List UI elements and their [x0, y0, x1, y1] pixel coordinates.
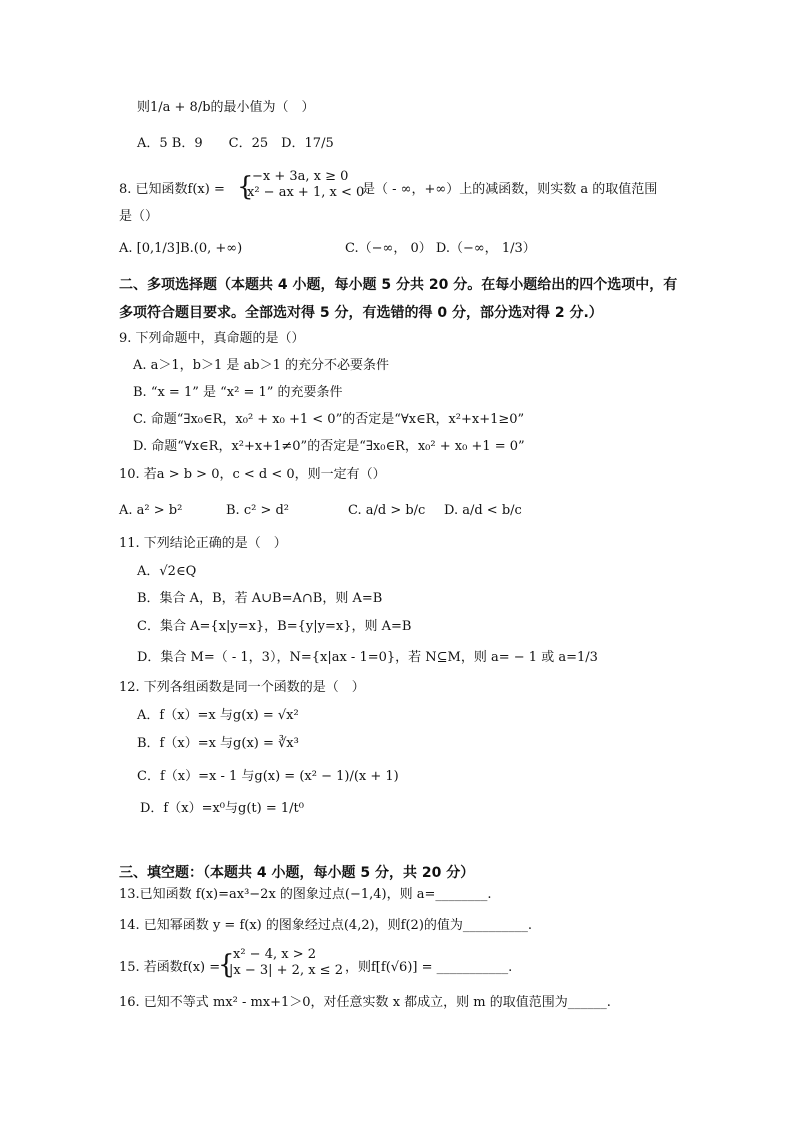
- q14: 14. 已知幂函数 y = f(x) 的图象经过点(4,2)，则f(2)的值为__________.: [119, 918, 533, 933]
- q10-option-b: B. c² > d²: [226, 503, 290, 518]
- q8-brace: {: [237, 172, 254, 202]
- q9-option-c: C. 命题“∃x₀∈R，x₀² + x₀ +1 < 0”的否定是“∀x∈R，x²+x+1≥0”: [133, 412, 525, 427]
- q10-option-c: C. a/d > b/c: [348, 503, 426, 518]
- q7-options: A．5 B．9 C．25 D．17/5: [137, 136, 334, 151]
- q15-piece-2: |x − 3| + 2, x ≤ 2: [229, 963, 343, 978]
- q16: 16. 已知不等式 mx² - mx+1＞0，对任意实数 x 都成立，则 m 的取值范围为______.: [119, 995, 611, 1010]
- q10-option-d: D. a/d < b/c: [444, 503, 522, 518]
- q13: 13.已知函数 f(x)=ax³−2x 的图象过点(−1,4)，则 a=________.: [119, 887, 492, 902]
- q10-stem: 10. 若a > b > 0，c < d < 0，则一定有（）: [119, 467, 386, 482]
- q12-option-d: D．f（x）=x⁰与g(t) = 1/t⁰: [140, 801, 304, 816]
- q12-option-b: B．f（x）=x 与g(x) = ∛x³: [137, 736, 299, 751]
- q15-piece-1: x² − 4, x > 2: [233, 947, 316, 962]
- q10-option-a: A. a² > b²: [119, 503, 183, 518]
- q8-lead: 8. 已知函数f(x) =: [119, 182, 225, 197]
- q11-option-b: B．集合 A，B，若 A∪B=A∩B，则 A=B: [137, 591, 383, 606]
- q8-tail: 是（ - ∞，+∞）上的减函数，则实数 a 的取值范围: [362, 182, 658, 197]
- q15-tail: ，则f[f(√6)] = ___________.: [345, 960, 513, 975]
- q11-option-a: A．√2∈Q: [137, 564, 197, 579]
- q12-option-c: C．f（x）=x - 1 与g(x) = (x² − 1)/(x + 1): [137, 769, 399, 784]
- section-2-heading: 二、多项选择题（本题共 4 小题，每小题 5 分共 20 分。在每小题给出的四个选项中，有: [119, 277, 678, 293]
- q8-options-cd: C.（−∞， 0） D.（−∞， 1/3）: [345, 241, 536, 256]
- q11-stem: 11. 下列结论正确的是（ ）: [119, 536, 287, 551]
- q15-brace: {: [218, 950, 235, 980]
- q8-options-ab: A. [0,1/3]B.(0, +∞): [119, 241, 243, 256]
- section-3-heading: 三、填空题：（本题共 4 小题，每小题 5 分，共 20 分）: [119, 865, 475, 881]
- q9-option-a: A. a＞1，b＞1 是 ab＞1 的充分不必要条件: [133, 358, 390, 373]
- q11-option-d: D．集合 M=（ - 1，3），N={x|ax - 1=0}，若 N⊆M，则 a= − 1 或 a=1/3: [137, 650, 598, 665]
- q9-option-d: D. 命题“∀x∈R，x²+x+1≠0”的否定是“∃x₀∈R，x₀² + x₀ +1 = 0”: [133, 439, 525, 454]
- q8-piece-1: −x + 3a, x ≥ 0: [252, 169, 349, 184]
- q9-stem: 9. 下列命题中，真命题的是（）: [119, 331, 305, 346]
- q8-stem-2: 是（）: [119, 209, 159, 224]
- q7-stem-tail: 则1/a + 8/b的最小值为（ ）: [137, 100, 315, 115]
- q15-lead: 15. 若函数f(x) =: [119, 960, 221, 975]
- q12-option-a: A．f（x）=x 与g(x) = √x²: [137, 708, 299, 723]
- q12-stem: 12. 下列各组函数是同一个函数的是（ ）: [119, 680, 365, 695]
- q8-piece-2: x² − ax + 1, x < 0: [247, 185, 365, 200]
- q11-option-c: C．集合 A={x|y=x}，B={y|y=x}，则 A=B: [137, 619, 412, 634]
- section-2-heading-cont: 多项符合题目要求。全部选对得 5 分，有选错的得 0 分，部分选对得 2 分.）: [119, 305, 603, 321]
- q9-option-b: B. “x = 1” 是 “x² = 1” 的充要条件: [133, 385, 343, 400]
